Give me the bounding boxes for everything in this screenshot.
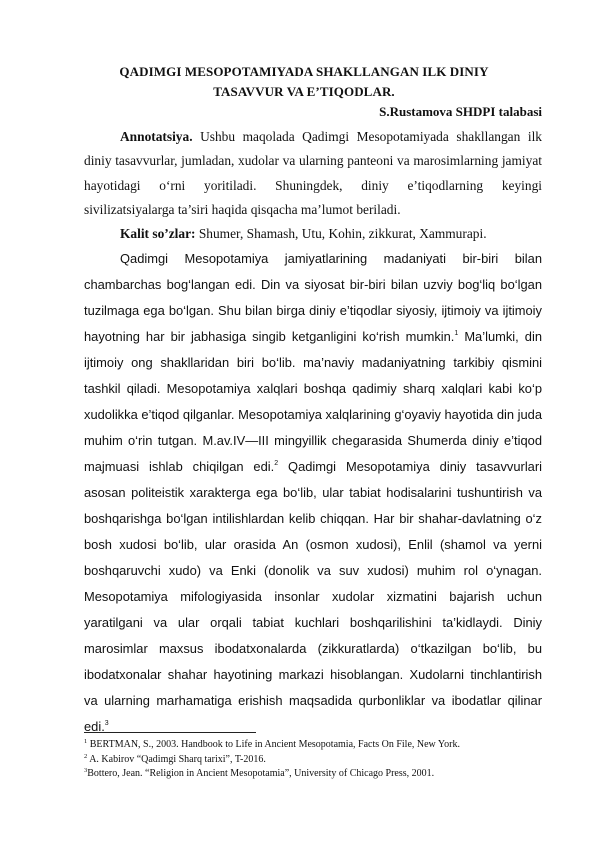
annotation-text: Ushbu maqolada Qadimgi Mesopotamiyada shakllangan ilk diniy tasavvurlar, jumladan, xudolar va ularning panteoni va marosimlarning jamiyat hayotidagi o‘rni yoritiladi. Shuningdek, diniy e’tiqodlarning keyingi sivilizatsiyalarga ta’siri haqida qisqacha ma’lumot beriladi. xyxy=(84,129,542,218)
footnote-3 xyxy=(84,767,544,782)
footnote-text: Bottero, Jean. “Religion in Ancient Mesopotamia”, University of Chicago Press, 2001. xyxy=(87,768,435,779)
footnote-divider xyxy=(84,732,256,733)
title-line-2: TASAVVUR VA E’TIQODLAR. xyxy=(213,84,395,99)
footnotes xyxy=(84,738,544,782)
footnote-ref-3[interactable]: 3 xyxy=(104,720,109,727)
annotation-label: Annotatsiya. xyxy=(120,129,193,144)
body-part-1: Qadimgi Mesopotamiya jamiyatlarining madaniyati bir-biri bilan chambarchas bog‘langan edi. Din va siyosat bir-biri bilan uzviy bog‘liq bo‘lgan tuzilmaga ega bo‘lgan. Shu bilan birga diniy e’tiqodlar siyosiy, ijtimoiy va ijtimoiy hayotning har bir jabhasiga singib ketganligini ko‘rish mumkin. xyxy=(84,251,542,344)
footnote-1 xyxy=(84,738,544,753)
page-title xyxy=(84,62,524,102)
footnote-ref-1[interactable]: 1 xyxy=(454,330,459,337)
title-line-1: QADIMGI MESOPOTAMIYADA SHAKLLANGAN ILK DINIY xyxy=(119,64,489,79)
keywords-label: Kalit so’zlar: xyxy=(120,226,196,241)
footnote-2 xyxy=(84,753,544,768)
body-part-2: Ma’lumki, din ijtimoiy ong shakllaridan biri bo‘lib. ma’naviy madaniyatning tarkibiy qismini tashkil qiladi. Mesopotamiya xalqlari boshqa qadimiy sharq xalqlari kabi ko‘p xudolikka e’tiqod qilganlar. Mesopotamiya xalqlarining g‘oyaviy hayotida din juda muhim o‘rin tutgan. M.av.IV—III mingyillik chegarasida Shumerda diniy e’tiqod majmuasi ishlab chiqilgan edi. xyxy=(84,329,542,474)
body-part-3: Qadimgi Mesopotamiya diniy tasavvurlari asosan politeistik xarakterga ega bo‘lib, ular tabiat hodisalarini tushuntirish va boshqarishga bo‘lgan intilishlardan kelib chiqqan. Har bir shahar-davlatning o‘z bosh xudosi bo‘lib, ular orasida An (osmon xudosi), Enlil (shamol va yerni boshqaruvchi xudo) va Enki (donolik va suv xudosi) muhim rol o‘ynagan. Mesopotamiya mifologiyasida insonlar xudolar xizmatini bajarish uchun yaratilgani va ular orqali tabiat kuchlari boshqarilishini ta’kidlaydi. Diniy marosimlar maxsus ibodatxonalarda (zikkuratlarda) o‘tkazilgan bo‘lib, bu ibodatxonalar shahar hayotining markazi hisoblangan. Xudolarni tinchlantirish va ularning marhamatiga erishish maqsadida qurbonliklar va ibodatlar qilinar edi. xyxy=(84,459,543,734)
keywords-paragraph xyxy=(84,222,542,246)
author-line: S.Rustamova SHDPI talabasi xyxy=(379,104,542,119)
footnote-number: 3 xyxy=(84,767,88,774)
body-paragraph xyxy=(84,246,542,740)
annotation-paragraph xyxy=(84,125,542,223)
footnote-text: BERTMAN, S., 2003. Handbook to Life in Ancient Mesopotamia, Facts On File, New York. xyxy=(87,739,460,750)
footnote-text: A. Kabirov “Qadimgi Sharq tarixi”, T-2016. xyxy=(87,753,266,765)
footnote-ref-2[interactable]: 2 xyxy=(274,460,279,467)
keywords-text: Shumer, Shamash, Utu, Kohin, zikkurat, Xammurapi. xyxy=(195,226,487,241)
footnote-number: 2 xyxy=(84,752,88,760)
footnote-number: 1 xyxy=(84,738,88,745)
